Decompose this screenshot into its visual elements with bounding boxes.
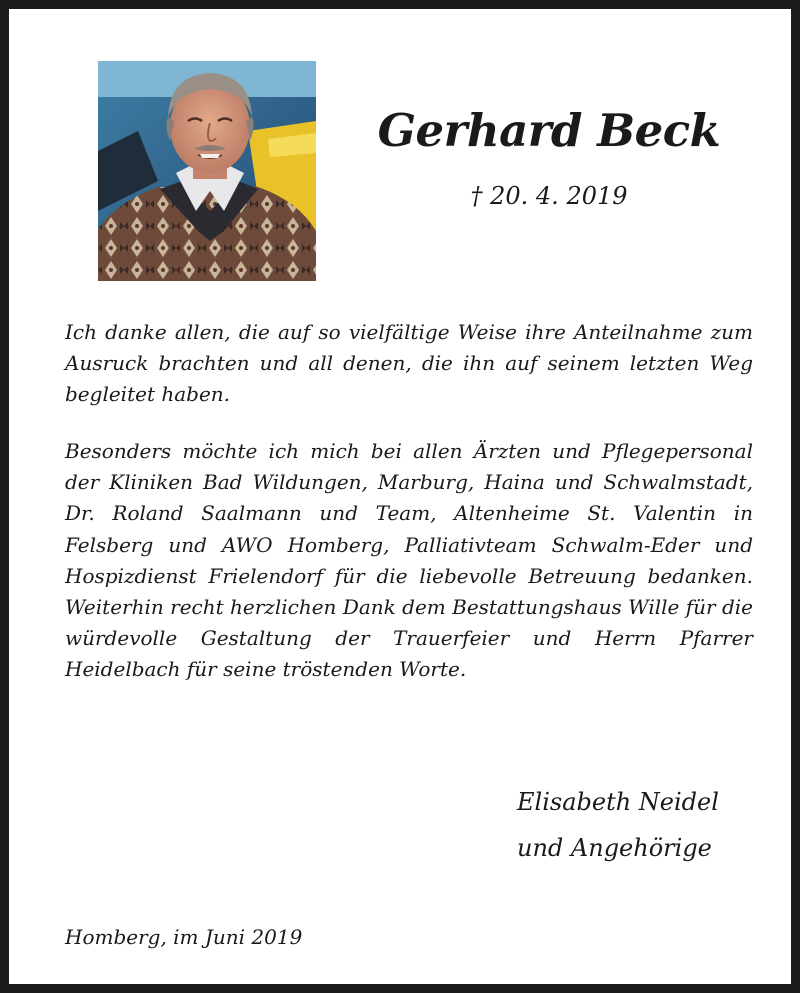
signature-relatives: und Angehörige: [517, 834, 712, 862]
deceased-name: Gerhard Beck: [377, 104, 721, 157]
signature-name: Elisabeth Neidel: [517, 788, 719, 816]
thanks-paragraph: Ich danke allen, die auf so vielfältige Weise ihre Anteilnahme zum Ausruck brachten und all denen, die ihn auf seinem letzten Weg begleitet haben.: [65, 320, 753, 407]
signature: [517, 779, 777, 871]
death-date: † 20. 4. 2019: [470, 182, 628, 210]
special-thanks-paragraph: Besonders möchte ich mich bei allen Ärzten und Pflegepersonal der Kliniken Bad Wildungen, Marburg, Haina und Schwalmstadt, Dr. Roland Saalmann und Team, Altenheime St. Valentin in Felsberg und AWO Homberg, Palliativteam Schwalm-Eder und Hospizdienst Frielendorf für die liebevolle Betreuung bedanken. Weiterhin recht herzlichen Dank dem Bestattungshaus Wille für die würdevolle Gestaltung der Trauerfeier und Herrn Pfarrer Heidelbach für seine tröstenden Worte.: [65, 439, 753, 682]
place-and-date: Homberg, im Juni 2019: [65, 925, 303, 949]
portrait-photo: [98, 61, 316, 281]
